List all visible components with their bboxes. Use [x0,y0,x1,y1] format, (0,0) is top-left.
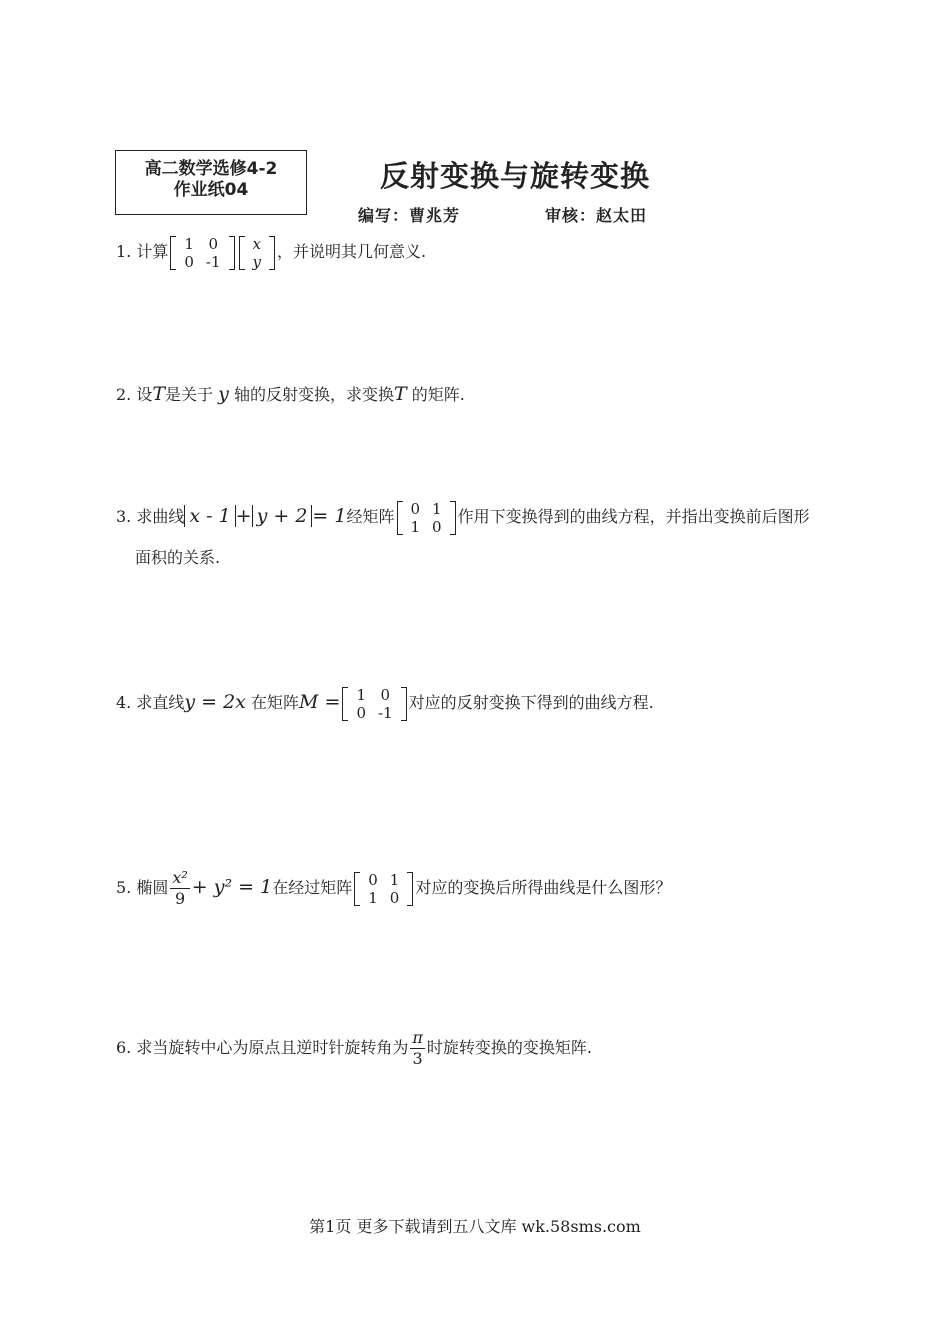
question-6: 6. 求当旋转中心为原点且逆时针旋转角为 $\frac{\pi}{3}$ 时旋转变换的变换矩阵. [116,1028,592,1068]
question-3-line2: 面积的关系. [135,548,221,567]
page-title: 反射变换与旋转变换 [380,159,651,193]
worksheet-label-box [115,150,307,215]
course-label: 高二数学选修4-2 [144,159,278,179]
page-footer: 第1页 更多下载请到五八文库 wk.58sms.com [309,1217,641,1236]
matrix: 1 0 0 -1 [170,235,234,271]
fraction: $\frac{\pi}{3}$ [412,1028,423,1068]
fraction: $\frac{\text{x²}}{9}$ [172,868,188,908]
matrix: 1 0 0 -1 [342,686,406,722]
question-2: 2. 设T是关于 y 轴的反射变换，求变换T 的矩阵. [116,383,465,405]
question-4: 4. 求直线y = 2x 在矩阵M = 1 0 0 -1 对应的反射变换下得到的曲线方程. [116,685,654,722]
question-1: 1. 计算 1 0 0 -1 x y ，并说明其几何意义. [116,234,427,271]
author-credit: 编写：曹兆芳 [358,206,461,225]
matrix: 0 1 1 0 [354,871,413,907]
worksheet-number: 作业纸04 [173,180,249,200]
reviewer-credit: 审核：赵太田 [545,206,648,225]
question-5: 5. 椭圆 $\frac{\text{x²}}{9}$ + y² = 1在经过矩阵 0 1 1 0 对应的变换后所得曲线是什么图形？ [116,868,672,908]
vector: x y [239,235,275,271]
question-3: 3. 求曲线 x - 1 + y + 2 = 1经矩阵 0 1 1 0 作用下变换得到的曲线方程，并指出变换前后图形 [116,499,810,536]
matrix: 0 1 1 0 [397,500,456,536]
